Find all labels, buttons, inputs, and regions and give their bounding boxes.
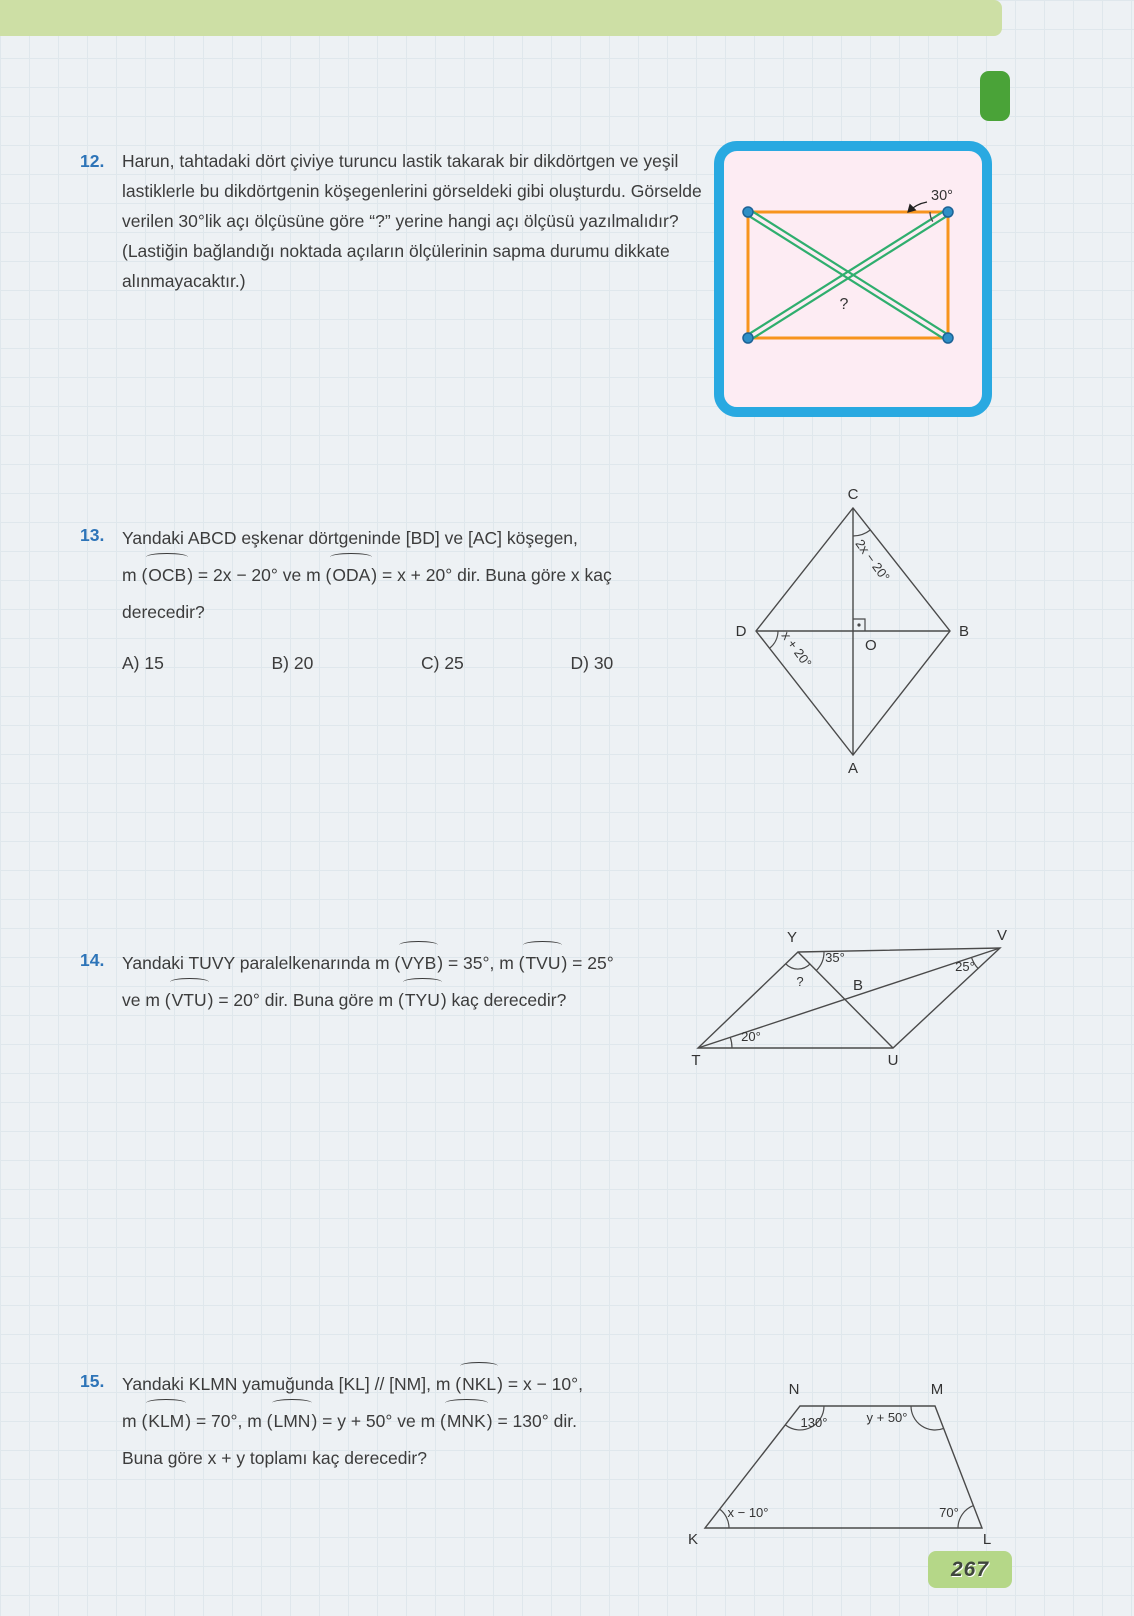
angle-label-25: 25° bbox=[955, 959, 975, 974]
text-segment: ) = 70°, m ( bbox=[185, 1411, 273, 1431]
right-angle-dot bbox=[857, 623, 860, 626]
vertex-label-U: U bbox=[887, 1052, 899, 1069]
vertex-label-T: T bbox=[691, 1052, 701, 1069]
angle-label-35: 35° bbox=[825, 950, 845, 965]
text-segment: m ( bbox=[122, 565, 148, 585]
angle-label-130: 130° bbox=[800, 1415, 828, 1430]
text-segment: Buna göre x + y toplamı kaç derecedir? bbox=[122, 1448, 427, 1468]
vertex-label-K: K bbox=[687, 1531, 699, 1548]
text-segment: ) = x + 20° dir. Buna göre x kaç bbox=[371, 565, 612, 585]
question-12 bbox=[80, 146, 712, 296]
text-segment: derecedir? bbox=[122, 602, 205, 622]
diagonal-YU bbox=[798, 952, 893, 1048]
angle-name-NKL: NKL bbox=[461, 1366, 497, 1403]
vertex-label-N: N bbox=[788, 1381, 800, 1398]
vertex-label-M: M bbox=[930, 1381, 944, 1398]
angle-label-y50: y + 50° bbox=[866, 1410, 908, 1425]
text-segment: ve m ( bbox=[122, 990, 171, 1010]
question-mark-label: ? bbox=[839, 296, 849, 313]
angle-name-ODA: ODA bbox=[331, 557, 371, 594]
angle-name-VTU: VTU bbox=[171, 982, 208, 1019]
angle-name-TYU: TYU bbox=[404, 982, 441, 1019]
text-segment: ) = y + 50° ve m ( bbox=[311, 1411, 446, 1431]
angle-name-TVU: TVU bbox=[524, 945, 561, 982]
question-13-text bbox=[122, 520, 722, 631]
angle-name-KLM: KLM bbox=[147, 1403, 185, 1440]
angle-arc bbox=[770, 631, 779, 648]
rubber-band-board-figure bbox=[713, 140, 993, 420]
vertex-label-C: C bbox=[847, 486, 859, 503]
text-segment: ) = 2x − 20° ve m ( bbox=[187, 565, 332, 585]
option-b: B) 20 bbox=[271, 653, 314, 673]
text-segment: Yandaki ABCD eşkenar dörtgeninde [BD] ve [AC] köşegen, bbox=[122, 528, 578, 548]
rhombus-figure bbox=[728, 483, 978, 779]
nail-icon bbox=[743, 333, 753, 343]
text-segment: ) kaç derecedir? bbox=[440, 990, 567, 1010]
question-14-text bbox=[122, 945, 722, 1019]
angle-name-MNK: MNK bbox=[446, 1403, 487, 1440]
angle-name-VYB: VYB bbox=[400, 945, 437, 982]
question-15-number: 15. bbox=[80, 1371, 105, 1391]
question-15 bbox=[80, 1366, 680, 1477]
vertex-label-A: A bbox=[847, 760, 859, 777]
option-a: A) 15 bbox=[122, 653, 164, 673]
text-segment: m ( bbox=[122, 1411, 148, 1431]
angle-arc bbox=[730, 1037, 732, 1048]
text-segment: ) = x − 10°, bbox=[497, 1374, 583, 1394]
option-d: D) 30 bbox=[570, 653, 614, 673]
angle-label-2x-20: 2x − 20° bbox=[852, 536, 893, 585]
intersection-label-B: B bbox=[852, 977, 864, 994]
vertex-label-B: B bbox=[958, 623, 970, 640]
vertex-label-V: V bbox=[996, 928, 1008, 944]
angle-arc bbox=[786, 964, 810, 969]
question-14 bbox=[80, 945, 700, 1019]
angle-label-x-20: x + 20° bbox=[778, 628, 815, 671]
option-c: C) 25 bbox=[421, 653, 464, 673]
text-segment: Yandaki KLMN yamuğunda [KL] // [NM], m ( bbox=[122, 1374, 462, 1394]
vertex-label-L: L bbox=[982, 1531, 992, 1548]
question-14-number: 14. bbox=[80, 950, 105, 970]
question-15-text bbox=[122, 1366, 722, 1477]
question-12-text: Harun, tahtadaki dört çiviye turuncu lastik takarak bir dikdörtgen ve yeşil lastiklerle bu dikdörtgenin köşegenlerini görseldeki gibi oluşturdu. Görselde verilen 30°lik açı ölçüsüne göre “?” yerine hangi açı ölçüsü yazılmalıdır? (Lastiğin bağlandığı noktada açıların ölçülerinin sapma durumu dikkate alınmayacaktır.) bbox=[122, 151, 702, 291]
answer-options bbox=[122, 653, 720, 674]
nail-icon bbox=[943, 333, 953, 343]
page-number-badge bbox=[928, 1551, 1012, 1588]
text-segment: ) = 35°, m ( bbox=[437, 953, 525, 973]
angle-label-x10: x − 10° bbox=[727, 1505, 769, 1520]
parallelogram-figure bbox=[688, 928, 1018, 1073]
text-segment: Yandaki TUVY paralelkenarında m ( bbox=[122, 953, 401, 973]
angle-30-label: 30° bbox=[931, 188, 953, 204]
nail-icon bbox=[943, 207, 953, 217]
angle-arc bbox=[853, 530, 870, 536]
angle-label-20: 20° bbox=[741, 1029, 761, 1044]
angle-arc bbox=[816, 952, 824, 971]
vertex-label-D: D bbox=[735, 623, 747, 640]
header-bar bbox=[0, 0, 1002, 36]
nail-icon bbox=[743, 207, 753, 217]
vertex-label-Y: Y bbox=[786, 929, 798, 946]
text-segment: ) = 130° dir. bbox=[486, 1411, 577, 1431]
text-segment: ) = 20° dir. Buna göre m ( bbox=[207, 990, 404, 1010]
trapezoid-figure bbox=[680, 1376, 1010, 1554]
angle-label-70: 70° bbox=[939, 1505, 959, 1520]
angle-arc bbox=[958, 1506, 973, 1528]
angle-name-LMN: LMN bbox=[273, 1403, 312, 1440]
question-13-number: 13. bbox=[80, 525, 105, 545]
angle-label-question: ? bbox=[796, 974, 804, 989]
question-13 bbox=[80, 520, 720, 674]
angle-arc bbox=[911, 1406, 944, 1430]
angle-name-OCB: OCB bbox=[147, 557, 187, 594]
header-accent-pill bbox=[980, 71, 1010, 121]
page-number: 267 bbox=[950, 1557, 990, 1581]
center-label-O: O bbox=[865, 637, 877, 654]
text-segment: ) = 25° bbox=[561, 953, 614, 973]
question-12-number: 12. bbox=[80, 151, 105, 171]
